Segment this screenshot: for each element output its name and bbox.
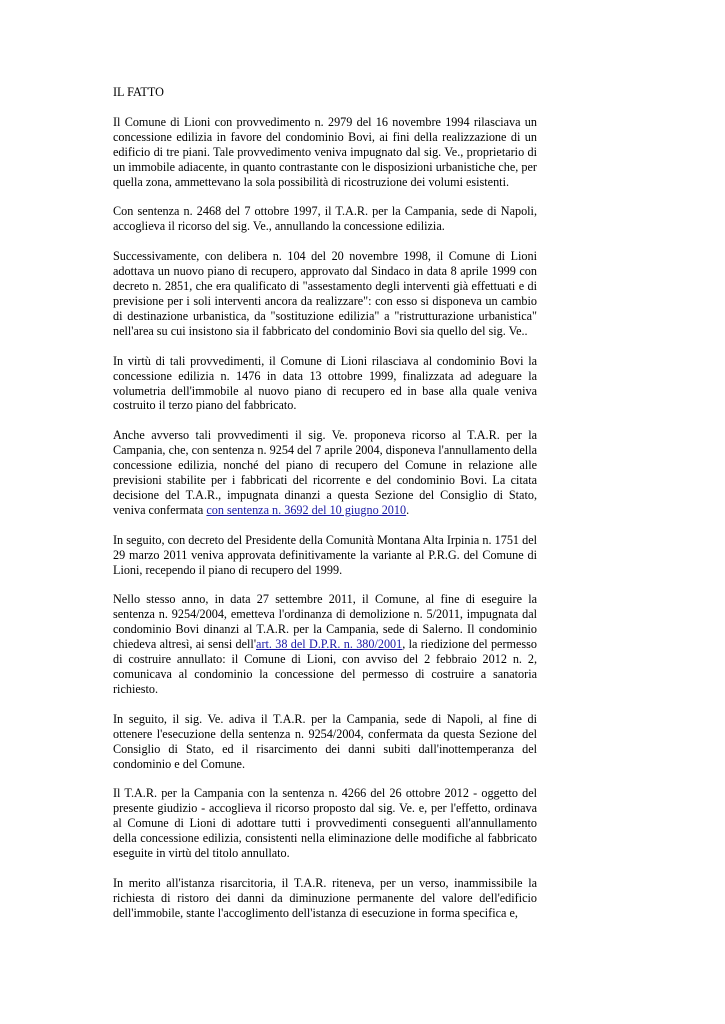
paragraph-2: Con sentenza n. 2468 del 7 ottobre 1997, il T.A.R. per la Campania, sede di Napoli, accoglieva il ricorso del sig. Ve., annullando la concessione edilizia. [113,204,537,234]
paragraph-7-text-after: , la riedizione del permesso di costruire annullato: il Comune di Lioni, con avviso del 2 febbraio 2012 n. 2, comunicava al condominio la concessione del permesso di costruire a sanatoria richiesto. [113,637,537,696]
paragraph-8: In seguito, il sig. Ve. adiva il T.A.R. per la Campania, sede di Napoli, al fine di ottenere l'esecuzione della sentenza n. 9254/2004, confermata da questa Sezione del Consiglio di Stato, ed il risarcimento dei danni subiti dall'inottemperanza del condominio e del Comune. [113,711,537,771]
paragraph-7 [113,592,537,696]
paragraph-5 [113,428,537,517]
paragraph-6: In seguito, con decreto del Presidente della Comunità Montana Alta Irpinia n. 1751 del 29 marzo 2011 veniva approvata definitivamente la variante al P.R.G. del Comune di Lioni, recependo il piano di recupero del 1999. [113,532,537,577]
dpr-380-2001-link[interactable]: art. 38 del D.P.R. n. 380/2001 [256,637,403,652]
paragraph-3: Successivamente, con delibera n. 104 del 20 novembre 1998, il Comune di Lioni adottava un nuovo piano di recupero, approvato dal Sindaco in data 8 aprile 1999 con decreto n. 2851, che era qualificato di "assestamento degli interventi già effettuati e di previsione per i soli interventi ancora da realizzare": con esso si disponeva un cambio di destinazione urbanistica, da "sostituzione edilizia" a "ristrutturazione urbanistica" nell'area su cui insistono sia il fabbricato del condominio Bovi sia quello del sig. Ve.. [113,249,537,338]
sentenza-3692-link[interactable]: con sentenza n. 3692 del 10 giugno 2010 [206,502,407,517]
paragraph-4: In virtù di tali provvedimenti, il Comune di Lioni rilasciava al condominio Bovi la concessione edilizia n. 1476 in data 13 ottobre 1999, finalizzata ad adeguare la volumetria dell'immobile al nuovo piano di recupero ed in base alla quale veniva costruito il terzo piano del fabbricato. [113,353,537,413]
paragraph-7-text-before: Nello stesso anno, in data 27 settembre 2011, il Comune, al fine di eseguire la sentenza n. 9254/2004, emetteva l'ordinanza di demolizione n. 5/2011, impugnata dal condominio Bovi dinanzi al T.A.R. per la Campania, sede di Salerno. Il condominio chiedeva altresì, ai sensi dell' [113,592,537,652]
paragraph-5-text-after: . [406,502,410,517]
document-page [113,85,537,936]
section-heading: IL FATTO [113,85,164,99]
paragraph-1: Il Comune di Lioni con provvedimento n. 2979 del 16 novembre 1994 rilasciava un concessione edilizia in favore del condominio Bovi, ai fini della realizzazione di un edificio di tre piani. Tale provvedimento veniva impugnato dal sig. Ve., proprietario di un immobile adiacente, in quanto contrastante con le disposizioni urbanistiche che, per quella zona, ammettevano la sola possibilità di ricostruzione dei volumi esistenti. [113,114,537,189]
paragraph-5-text-before: Anche avverso tali provvedimenti il sig. Ve. proponeva ricorso al T.A.R. per la Campania, che, con sentenza n. 9254 del 7 aprile 2004, disponeva l'annullamento della concessione edilizia, nonché del piano di recupero del Comune in relazione alle previsioni stabilite per i fabbricati del ricorrente e del condominio Bovi. La citata decisione del T.A.R., impugnata dinanzi a questa Sezione del Consiglio di Stato, veniva confermata [113,428,537,517]
paragraph-9: Il T.A.R. per la Campania con la sentenza n. 4266 del 26 ottobre 2012 - oggetto del presente giudizio - accoglieva il ricorso proposto dal sig. Ve. e, per l'effetto, ordinava al Comune di Lioni di adottare tutti i provvedimenti conseguenti all'annullamento della concessione edilizia, consistenti nella eliminazione delle modifiche al fabbricato eseguite in virtù del titolo annullato. [113,786,537,861]
paragraph-10: In merito all'istanza risarcitoria, il T.A.R. riteneva, per un verso, inammissibile la richiesta di ristoro dei danni da diminuzione permanente del valore dell'edificio dell'immobile, stante l'accoglimento dell'istanza di esecuzione in forma specifica e, [113,875,537,920]
